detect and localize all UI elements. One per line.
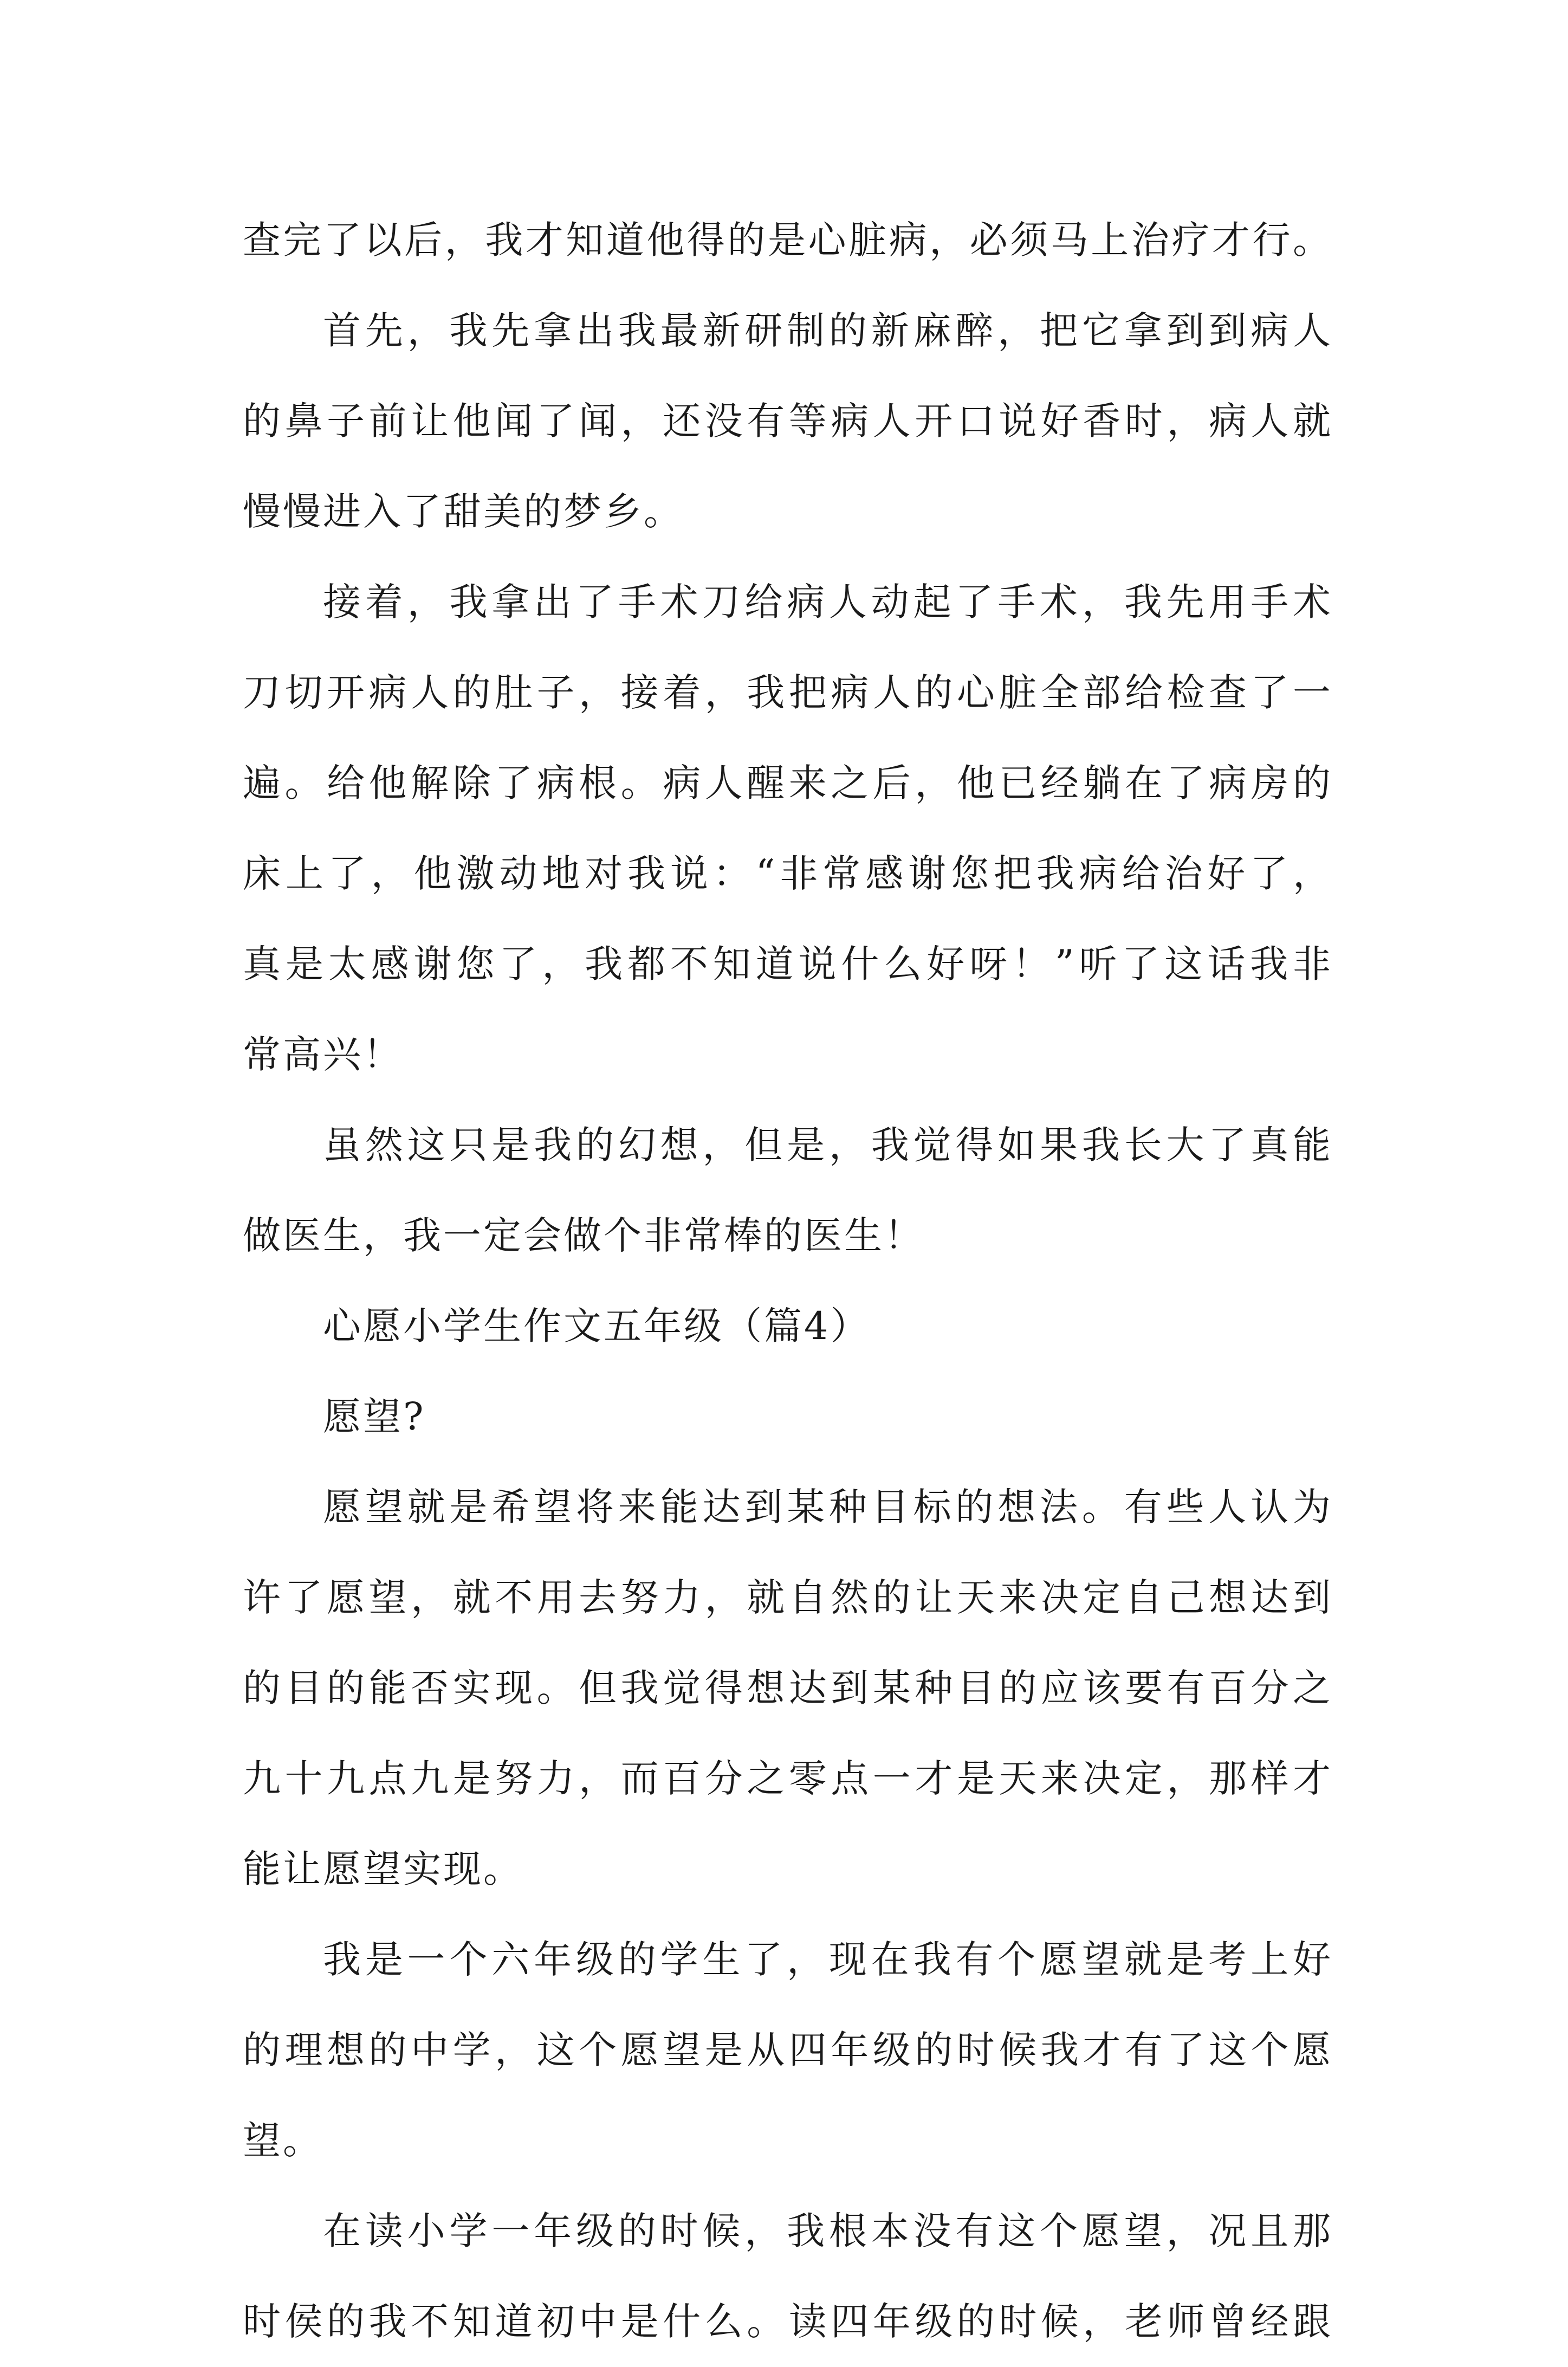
text-line: 真是太感谢您了，我都不知道说什么好呀！”听了这话我非 — [243, 942, 1333, 986]
text-line: 九十九点九是努力，而百分之零点一才是天来决定，那样才 — [243, 1756, 1333, 1801]
text-line: 时侯的我不知道初中是什么。读四年级的时候，老师曾经跟 — [243, 2299, 1333, 2344]
text-line: 首先，我先拿出我最新研制的新麻醉，把它拿到到病人 — [323, 308, 1333, 353]
paragraph — [243, 1372, 1333, 1462]
text-line: 遍。给他解除了病根。病人醒来之后，他已经躺在了病房的 — [243, 761, 1333, 805]
text-line: 能让愿望实现。 — [243, 1847, 523, 1891]
text-line: 刀切开病人的肚子，接着，我把病人的心脏全部给检查了一 — [243, 670, 1333, 715]
paragraph — [243, 1462, 1333, 1915]
text-line: 的目的能否实现。但我觉得想达到某种目的应该要有百分之 — [243, 1666, 1333, 1710]
section-heading — [243, 1281, 1333, 1372]
text-line: 许了愿望，就不用去努力，就自然的让天来决定自己想达到 — [243, 1575, 1333, 1620]
text-line: 慢慢进入了甜美的梦乡。 — [243, 489, 684, 534]
paragraph — [243, 286, 1333, 557]
paragraph — [243, 1915, 1333, 2186]
text-line: 我是一个六年级的学生了，现在我有个愿望就是考上好 — [323, 1937, 1333, 1982]
paragraph — [243, 557, 1333, 1100]
text-line: 床上了，他激动地对我说：“非常感谢您把我病给治好了， — [243, 851, 1333, 896]
text-line: 接着，我拿出了手术刀给病人动起了手术，我先用手术 — [323, 580, 1333, 624]
paragraph — [243, 2186, 1333, 2367]
text-line: 的理想的中学，这个愿望是从四年级的时候我才有了这个愿 — [243, 2028, 1333, 2072]
text-line: 查完了以后，我才知道他得的是心脏病，必须马上治疗才行。 — [243, 218, 1333, 262]
text-line: 虽然这只是我的幻想，但是，我觉得如果我长大了真能 — [323, 1123, 1333, 1167]
paragraph — [243, 195, 1333, 286]
document-body — [243, 195, 1333, 2367]
text-line: 常高兴！ — [243, 1032, 403, 1077]
text-line: 愿望就是希望将来能达到某种目标的想法。有些人认为 — [323, 1485, 1333, 1529]
text-line: 的鼻子前让他闻了闻，还没有等病人开口说好香时，病人就 — [243, 399, 1333, 443]
text-line: 心愿小学生作文五年级（篇4） — [323, 1304, 871, 1348]
paragraph — [243, 1100, 1333, 1281]
text-line: 做医生，我一定会做个非常棒的医生！ — [243, 1213, 924, 1258]
text-line: 愿望? — [323, 1394, 426, 1439]
text-line: 在读小学一年级的时候，我根本没有这个愿望，况且那 — [323, 2209, 1333, 2253]
text-line: 望。 — [243, 2118, 323, 2163]
